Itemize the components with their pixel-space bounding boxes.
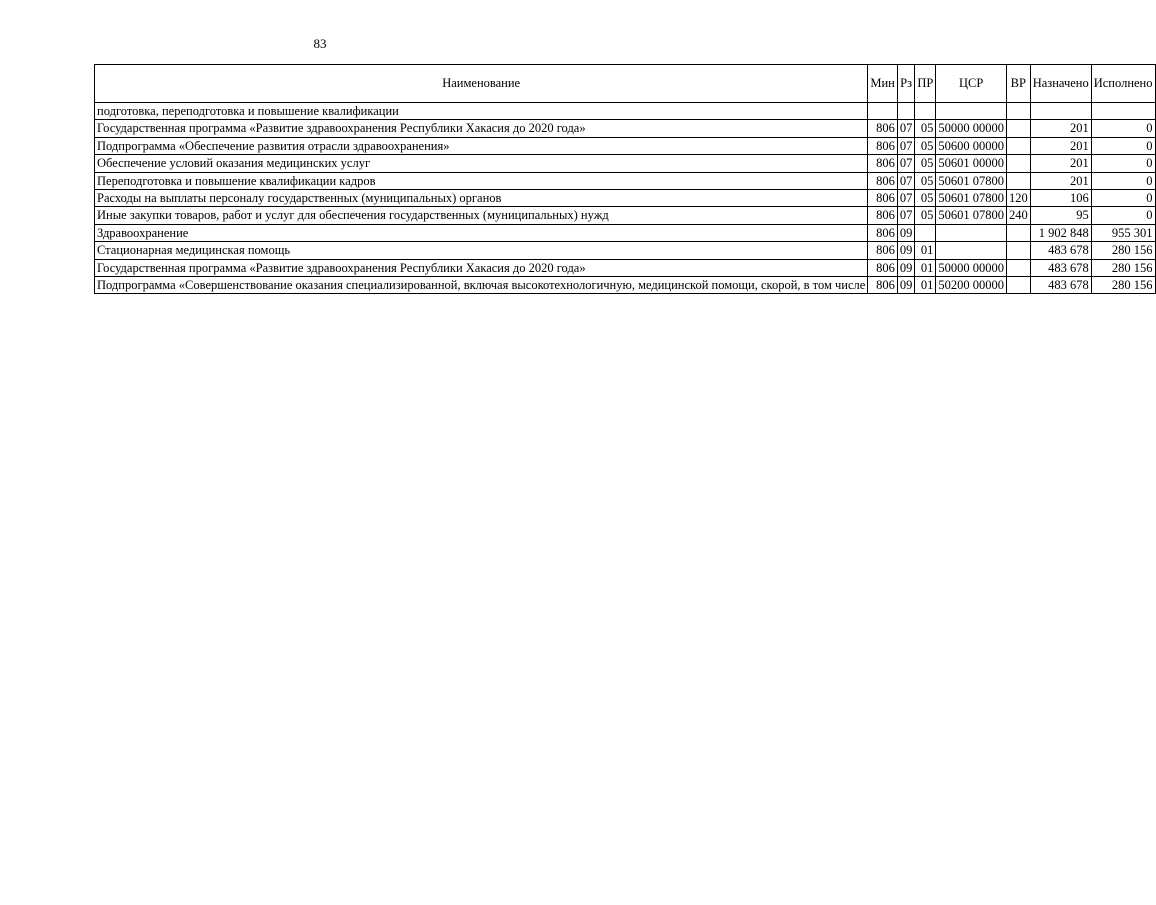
cell-name: Государственная программа «Развитие здравоохранения Республики Хакасия до 2020 года» xyxy=(95,259,868,276)
cell-min: 806 xyxy=(868,172,898,189)
cell-rz: 07 xyxy=(897,155,915,172)
cell-pr: 05 xyxy=(915,120,936,137)
table-row xyxy=(95,259,1156,276)
cell-csr: 50000 00000 xyxy=(936,120,1007,137)
cell-rz: 09 xyxy=(897,224,915,241)
cell-executed: 0 xyxy=(1091,137,1155,154)
column-header-pr: ПР xyxy=(915,65,936,103)
cell-rz xyxy=(897,103,915,120)
cell-assigned: 483 678 xyxy=(1030,259,1091,276)
cell-executed: 280 156 xyxy=(1091,277,1155,294)
cell-rz: 07 xyxy=(897,172,915,189)
cell-csr: 50601 07800 xyxy=(936,190,1007,207)
cell-csr xyxy=(936,242,1007,259)
cell-min: 806 xyxy=(868,120,898,137)
column-header-vr: ВР xyxy=(1006,65,1030,103)
cell-name: Обеспечение условий оказания медицинских услуг xyxy=(95,155,868,172)
cell-pr: 01 xyxy=(915,277,936,294)
cell-csr xyxy=(936,103,1007,120)
cell-executed: 280 156 xyxy=(1091,242,1155,259)
column-header-assigned: Назначено xyxy=(1030,65,1091,103)
cell-assigned xyxy=(1030,103,1091,120)
cell-vr xyxy=(1006,172,1030,189)
cell-executed xyxy=(1091,103,1155,120)
table-row xyxy=(95,277,1156,294)
cell-assigned: 201 xyxy=(1030,155,1091,172)
cell-name: Переподготовка и повышение квалификации кадров xyxy=(95,172,868,189)
cell-vr xyxy=(1006,103,1030,120)
cell-executed: 0 xyxy=(1091,190,1155,207)
table-row xyxy=(95,207,1156,224)
cell-name: Подпрограмма «Обеспечение развития отрасли здравоохранения» xyxy=(95,137,868,154)
cell-rz: 09 xyxy=(897,277,915,294)
cell-assigned: 201 xyxy=(1030,120,1091,137)
cell-rz: 09 xyxy=(897,242,915,259)
cell-min: 806 xyxy=(868,259,898,276)
cell-pr xyxy=(915,103,936,120)
cell-vr xyxy=(1006,277,1030,294)
cell-assigned: 483 678 xyxy=(1030,277,1091,294)
cell-pr: 05 xyxy=(915,155,936,172)
column-header-name: Наименование xyxy=(95,65,868,103)
cell-vr xyxy=(1006,259,1030,276)
table-row xyxy=(95,224,1156,241)
cell-name: Здравоохранение xyxy=(95,224,868,241)
table-header-row xyxy=(95,65,1156,103)
cell-csr: 50200 00000 xyxy=(936,277,1007,294)
cell-csr: 50000 00000 xyxy=(936,259,1007,276)
cell-min: 806 xyxy=(868,277,898,294)
cell-pr: 01 xyxy=(915,259,936,276)
cell-rz: 07 xyxy=(897,120,915,137)
cell-pr: 01 xyxy=(915,242,936,259)
cell-executed: 0 xyxy=(1091,207,1155,224)
cell-pr: 05 xyxy=(915,172,936,189)
cell-name: Иные закупки товаров, работ и услуг для обеспечения государственных (муниципальных) нужд xyxy=(95,207,868,224)
cell-csr: 50601 07800 xyxy=(936,172,1007,189)
cell-pr: 05 xyxy=(915,207,936,224)
cell-assigned: 1 902 848 xyxy=(1030,224,1091,241)
cell-csr: 50601 07800 xyxy=(936,207,1007,224)
cell-min xyxy=(868,103,898,120)
cell-vr xyxy=(1006,242,1030,259)
cell-assigned: 201 xyxy=(1030,172,1091,189)
column-header-rz: Рз xyxy=(897,65,915,103)
cell-assigned: 483 678 xyxy=(1030,242,1091,259)
cell-assigned: 201 xyxy=(1030,137,1091,154)
cell-rz: 07 xyxy=(897,190,915,207)
table-row xyxy=(95,137,1156,154)
cell-name: Расходы на выплаты персоналу государственных (муниципальных) органов xyxy=(95,190,868,207)
cell-min: 806 xyxy=(868,224,898,241)
cell-assigned: 95 xyxy=(1030,207,1091,224)
cell-name: подготовка, переподготовка и повышение квалификации xyxy=(95,103,868,120)
cell-csr: 50600 00000 xyxy=(936,137,1007,154)
budget-table xyxy=(94,64,1156,294)
cell-vr xyxy=(1006,137,1030,154)
cell-executed: 0 xyxy=(1091,120,1155,137)
cell-rz: 07 xyxy=(897,207,915,224)
cell-executed: 280 156 xyxy=(1091,259,1155,276)
cell-executed: 0 xyxy=(1091,172,1155,189)
cell-csr xyxy=(936,224,1007,241)
table-row xyxy=(95,242,1156,259)
page-number: 83 xyxy=(313,36,327,51)
cell-assigned: 106 xyxy=(1030,190,1091,207)
cell-pr xyxy=(915,224,936,241)
cell-min: 806 xyxy=(868,137,898,154)
cell-pr: 05 xyxy=(915,137,936,154)
column-header-executed: Исполнено xyxy=(1091,65,1155,103)
table-row xyxy=(95,155,1156,172)
cell-executed: 955 301 xyxy=(1091,224,1155,241)
cell-csr: 50601 00000 xyxy=(936,155,1007,172)
cell-name: Государственная программа «Развитие здравоохранения Республики Хакасия до 2020 года» xyxy=(95,120,868,137)
cell-pr: 05 xyxy=(915,190,936,207)
cell-vr xyxy=(1006,155,1030,172)
table-row xyxy=(95,103,1156,120)
table-row xyxy=(95,172,1156,189)
column-header-min: Мин xyxy=(868,65,898,103)
cell-vr xyxy=(1006,224,1030,241)
cell-name: Подпрограмма «Совершенствование оказания специализированной, включая высокотехнологичную, медицинской помощи, скорой, в том числе xyxy=(95,277,868,294)
cell-name: Стационарная медицинская помощь xyxy=(95,242,868,259)
cell-rz: 09 xyxy=(897,259,915,276)
table-row xyxy=(95,120,1156,137)
table-body xyxy=(95,103,1156,294)
column-header-csr: ЦСР xyxy=(936,65,1007,103)
cell-vr: 120 xyxy=(1006,190,1030,207)
cell-vr xyxy=(1006,120,1030,137)
cell-min: 806 xyxy=(868,207,898,224)
cell-rz: 07 xyxy=(897,137,915,154)
cell-vr: 240 xyxy=(1006,207,1030,224)
table-row xyxy=(95,190,1156,207)
cell-executed: 0 xyxy=(1091,155,1155,172)
cell-min: 806 xyxy=(868,242,898,259)
cell-min: 806 xyxy=(868,190,898,207)
cell-min: 806 xyxy=(868,155,898,172)
